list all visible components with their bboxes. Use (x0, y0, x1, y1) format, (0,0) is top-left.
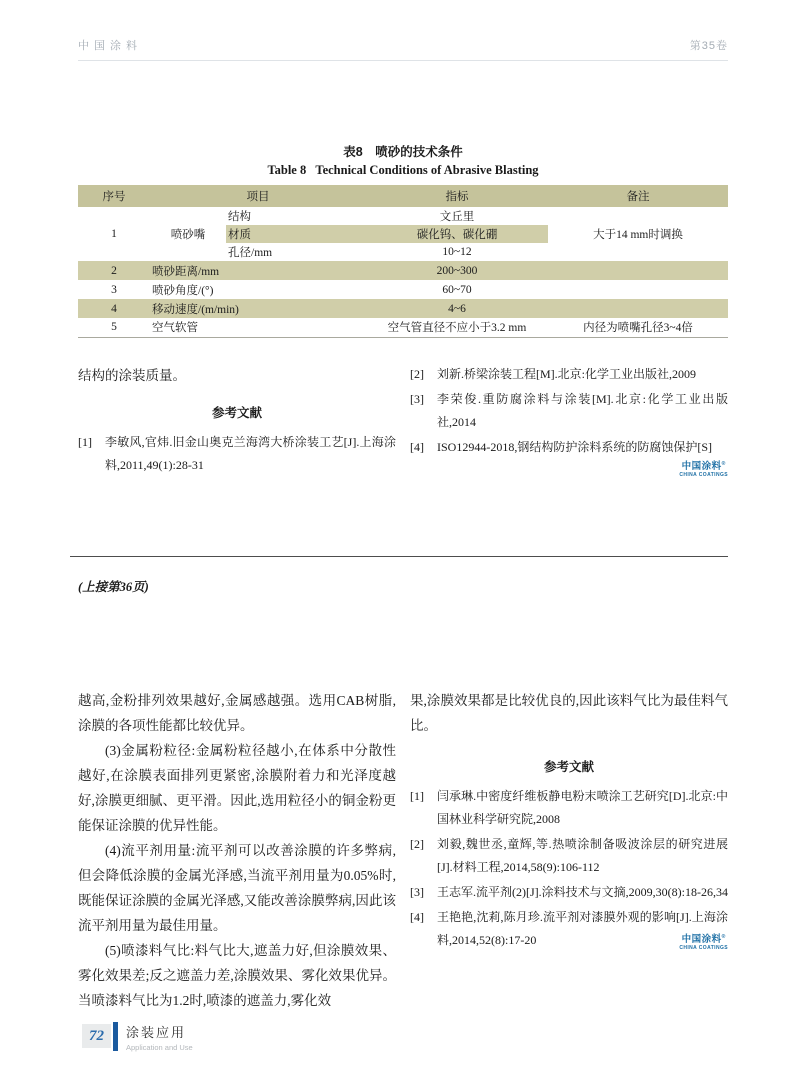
table-title-cn: 表8 喷砂的技术条件 (343, 145, 463, 159)
reference-text: 李荣俊.重防腐涂料与涂装[M].北京:化学工业出版社,2014 (437, 392, 728, 429)
article2-body-section (78, 688, 728, 1013)
reference-label: [3] (410, 392, 424, 406)
col-header-index: 指标 (445, 191, 469, 203)
article1-references-section (78, 363, 728, 481)
brand-logo (410, 462, 728, 481)
logo-text-en: CHINA COATINGS (679, 944, 728, 951)
cell-value: 4~6 (448, 302, 466, 315)
cell-subitem: 结构 (228, 211, 251, 223)
cell-value: 空气管直径不应小于3.2 mm (387, 322, 527, 335)
registered-mark-icon: ® (721, 461, 726, 467)
cell-item: 移动速度/(m/min) (152, 303, 239, 316)
journal-title: 中国涂料 (78, 40, 142, 52)
cell-no: 2 (111, 264, 117, 277)
logo-text-cn: 中国涂料 (681, 934, 722, 946)
cell-value: 文丘里 (439, 211, 475, 223)
reference-item (410, 388, 728, 434)
cell-remark (548, 299, 728, 318)
references-heading: 参考文献 (211, 406, 262, 420)
cell-remark (548, 280, 728, 299)
cell-item: 空气软管 (152, 322, 198, 335)
footer-accent-bar (113, 1022, 118, 1051)
logo-text-cn: 中国涂料 (681, 461, 722, 473)
body-paragraph: 果,涂膜效果都是比较优良的,因此该料气比为最佳料气比。 (410, 693, 728, 733)
cell-no: 5 (111, 321, 117, 334)
body-paragraph: 越高,金粉排列效果越好,金属感越强。选用CAB树脂,涂膜的各项性能都比较优异。 (78, 693, 396, 733)
section-title: 涂装应用 (126, 1025, 187, 1040)
cell-remark: 大于14 mm时调换 (593, 229, 683, 241)
table-title-en: Table 8 Technical Conditions of Abrasive Blasting (267, 163, 539, 177)
reference-text: 闫承琳.中密度纤维板静电粉末喷涂工艺研究[D].北京:中国林业科学研究院,2008 (437, 789, 728, 826)
reference-item (410, 363, 728, 386)
reference-label: [4] (410, 910, 424, 924)
cell-value: 碳化钨、碳化硼 (366, 225, 548, 243)
reference-item (410, 785, 728, 831)
cell-value: 200~300 (436, 264, 478, 277)
abrasive-blasting-table (78, 185, 728, 338)
cell-value: 60~70 (442, 283, 472, 296)
reference-text: 王艳艳,沈莉,陈月珍.流平剂对漆膜外观的影响[J].上海涂料,2014,52(8):17-20 (437, 910, 728, 947)
cell-no: 3 (111, 283, 117, 296)
references-heading: 参考文献 (543, 760, 594, 774)
col-header-no: 序号 (102, 191, 126, 203)
section-block (126, 1022, 193, 1052)
reference-label: [4] (410, 440, 424, 454)
cell-no: 1 (111, 228, 117, 240)
table-row (78, 318, 728, 337)
closing-paragraph: 结构的涂装质量。 (78, 368, 186, 383)
cell-item: 喷砂距离/mm (152, 265, 220, 278)
reference-text: 李敏风,官炜.旧金山奥克兰海湾大桥涂装工艺[J].上海涂料,2011,49(1):28-31 (105, 435, 396, 472)
cell-subitem: 材质 (226, 225, 366, 243)
cell-subitem: 孔径/mm (228, 247, 273, 259)
reference-label: [2] (410, 367, 424, 381)
left-column (78, 363, 396, 481)
section-subtitle: Application and Use (126, 1043, 193, 1052)
china-coatings-logo (679, 462, 728, 478)
cell-item: 喷砂角度/(°) (152, 284, 214, 297)
reference-text: 刘新.桥梁涂装工程[M].北京:化学工业出版社,2009 (437, 367, 696, 381)
table-block (78, 142, 728, 338)
right-column (410, 688, 728, 1013)
reference-label: [2] (410, 837, 424, 851)
running-header (78, 37, 728, 61)
volume-label: 第35卷 (689, 40, 728, 52)
reference-label: [1] (410, 789, 424, 803)
left-column (78, 688, 396, 1013)
cell-remark: 内径为喷嘴孔径3~4倍 (583, 322, 693, 335)
col-header-item: 项目 (246, 191, 270, 203)
cell-value: 10~12 (442, 246, 472, 258)
table-row (78, 299, 728, 318)
reference-text: ISO12944-2018,钢结构防护涂料系统的防腐蚀保护[S] (437, 440, 712, 454)
continued-from-note: (上接第36页) (78, 580, 149, 594)
reference-item (410, 881, 728, 904)
reference-item (410, 833, 728, 879)
table-row (78, 280, 728, 299)
registered-mark-icon: ® (721, 934, 726, 940)
reference-item (78, 431, 396, 477)
article-divider (70, 556, 728, 557)
page-footer (82, 1022, 193, 1052)
page-number: 72 (82, 1024, 111, 1048)
cell-remark (548, 261, 728, 280)
body-paragraph: (4)流平剂用量:流平剂可以改善涂膜的许多弊病,但会降低涂膜的金属光泽感,当流平剂用量为0.05%时,既能保证涂膜的金属光泽感,又能改善涂膜弊病,因此该流平剂用量为最佳用量。 (78, 843, 396, 933)
body-paragraph: (3)金属粉粒径:金属粉粒径越小,在体系中分散性越好,在涂膜表面排列更紧密,涂膜附着力和光泽度越好,涂膜更细腻、更平滑。因此,选用粒径小的铜金粉更能保证涂膜的优异性能。 (78, 743, 396, 833)
china-coatings-logo (679, 935, 728, 951)
logo-text-en: CHINA COATINGS (679, 471, 728, 478)
reference-label: [3] (410, 885, 424, 899)
reference-text: 王志军.流平剂(2)[J].涂料技术与文摘,2009,30(8):18-26,34 (437, 885, 728, 899)
table-header-row (78, 185, 728, 207)
reference-text: 刘毅,魏世丞,童辉,等.热喷涂制备吸波涂层的研究进展[J].材料工程,2014,58(9):106-112 (437, 837, 728, 874)
col-header-remark: 备注 (626, 191, 650, 203)
table-row (78, 261, 728, 280)
cell-no: 4 (111, 302, 117, 315)
cell-item: 喷砂嘴 (170, 229, 206, 241)
body-paragraph: (5)喷漆料气比:料气比大,遮盖力好,但涂膜效果、雾化效果差;反之遮盖力差,涂膜效果、雾化效果优异。当喷漆料气比为1.2时,喷漆的遮盖力,雾化效 (78, 943, 396, 1008)
reference-label: [1] (78, 435, 92, 449)
right-column (410, 363, 728, 481)
reference-item (410, 436, 728, 459)
table-row (78, 207, 728, 225)
